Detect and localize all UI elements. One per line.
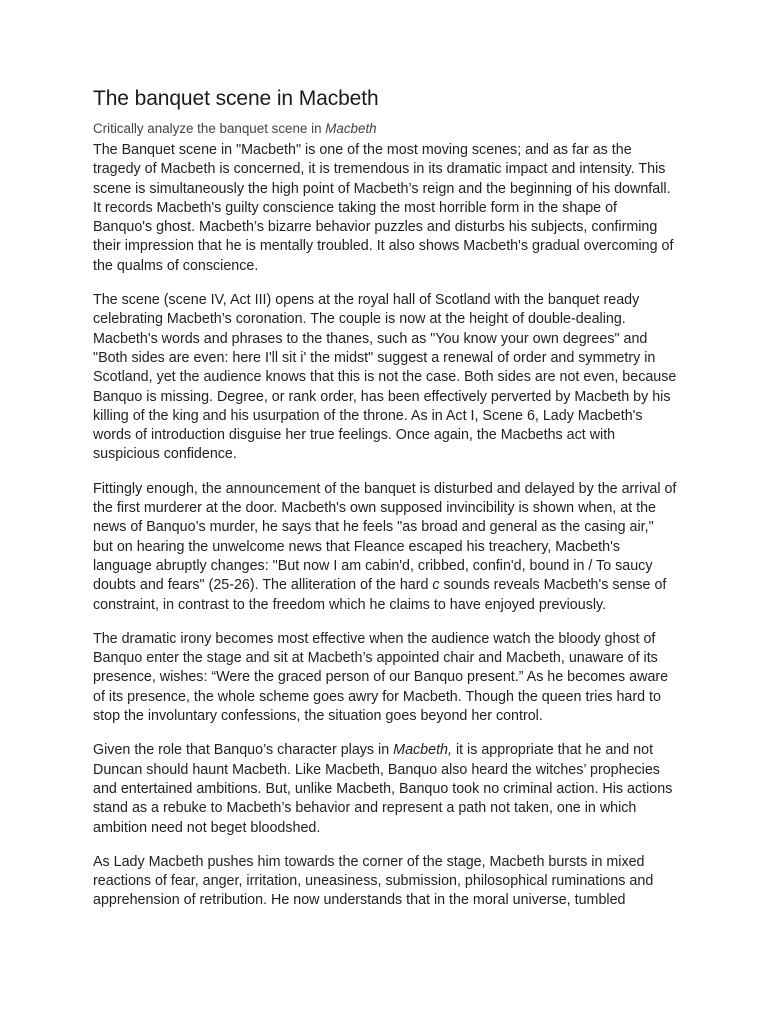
document-page [93, 86, 677, 926]
emphasized-text: Macbeth, [393, 742, 452, 759]
body-paragraph [93, 741, 677, 837]
document-subtitle [93, 120, 677, 137]
paragraph-text: sounds reveals Macbeth's sense of constraint, in contrast to the freedom which he claims to have enjoyed previously. [93, 577, 667, 613]
body-paragraph [93, 291, 677, 465]
paragraph-text: The Banquet scene in "Macbeth" is one of the most moving scenes; and as far as the tragedy of Macbeth is concerned, it is tremendous in its dramatic impact and intensity. This scene is simultaneously the high point of Macbeth’s reign and the beginning of his downfall. It records Macbeth's guilty conscience taking the most horrible form in the shape of Banquo's ghost. Macbeth’s bizarre behavior puzzles and disturbs his subjects, confirming their impression that he is mentally troubled. It also shows Macbeth's gradual overcoming of the qualms of conscience. [93, 142, 674, 274]
subtitle-emphasis: Macbeth [325, 121, 377, 136]
emphasized-text: c [432, 577, 440, 594]
paragraph-text: The dramatic irony becomes most effective when the audience watch the bloody ghost of Banquo enter the stage and sit at Macbeth’s appointed chair and Macbeth, unaware of its presence, wishes: “Were the graced person of our Banquo present.” As he becomes aware of its presence, the whole scheme goes awry for Macbeth. Though the queen tries hard to stop the involuntary confessions, the situation goes beyond her control. [93, 630, 669, 725]
paragraph-text: The scene (scene IV, Act III) opens at the royal hall of Scotland with the banquet ready celebrating Macbeth’s coronation. The couple is now at the height of double-dealing. Macbeth's words and phrases to the thanes, such as "You know your own degrees" and "Both sides are even: here I'll sit i' the midst" suggest a renewal of order and symmetry in Scotland, yet the audience knows that this is not the case. Both sides are not even, because Banquo is missing. Degree, or rank order, has been effectively perverted by Macbeth by his killing of the king and his usurpation of the throne. As in Act I, Scene 6, Lady Macbeth's words of introduction disguise her true feelings. Once again, the Macbeths act with suspicious confidence. [93, 292, 677, 463]
paragraph-text: As Lady Macbeth pushes him towards the corner of the stage, Macbeth bursts in mixed reactions of fear, anger, irritation, uneasiness, submission, philosophical ruminations and apprehension of retribution. He now understands that in the moral universe, tumbled [93, 853, 654, 909]
body-paragraph [93, 141, 677, 276]
body-paragraph [93, 630, 677, 726]
body-paragraph [93, 480, 677, 615]
paragraph-text: Fittingly enough, the announcement of the banquet is disturbed and delayed by the arrival of the first murderer at the door. Macbeth's own supposed invincibility is shown when, at the news of Banquo’s murder, he says that he feels "as broad and general as the casing air," but on hearing the unwelcome news that Fleance escaped his treachery, Macbeth's language abruptly changes: "But now I am cabin'd, cribbed, confin'd, bound in / To saucy doubts and fears" (25-26). The alliteration of the hard [93, 480, 677, 594]
document-body [93, 141, 677, 911]
paragraph-text: Given the role that Banquo’s character plays in [93, 742, 394, 759]
paragraph-text: it is appropriate that he and not Duncan should haunt Macbeth. Like Macbeth, Banquo also heard the witches’ prophecies and entertained ambitions. But, unlike Macbeth, Banquo took no criminal action. His actions stand as a rebuke to Macbeth’s behavior and represent a path not taken, one in which ambition need not beget bloodshed. [93, 742, 673, 836]
subtitle-text: Critically analyze the banquet scene in [93, 121, 326, 136]
body-paragraph [93, 853, 677, 911]
document-title: The banquet scene in Macbeth [93, 87, 379, 110]
